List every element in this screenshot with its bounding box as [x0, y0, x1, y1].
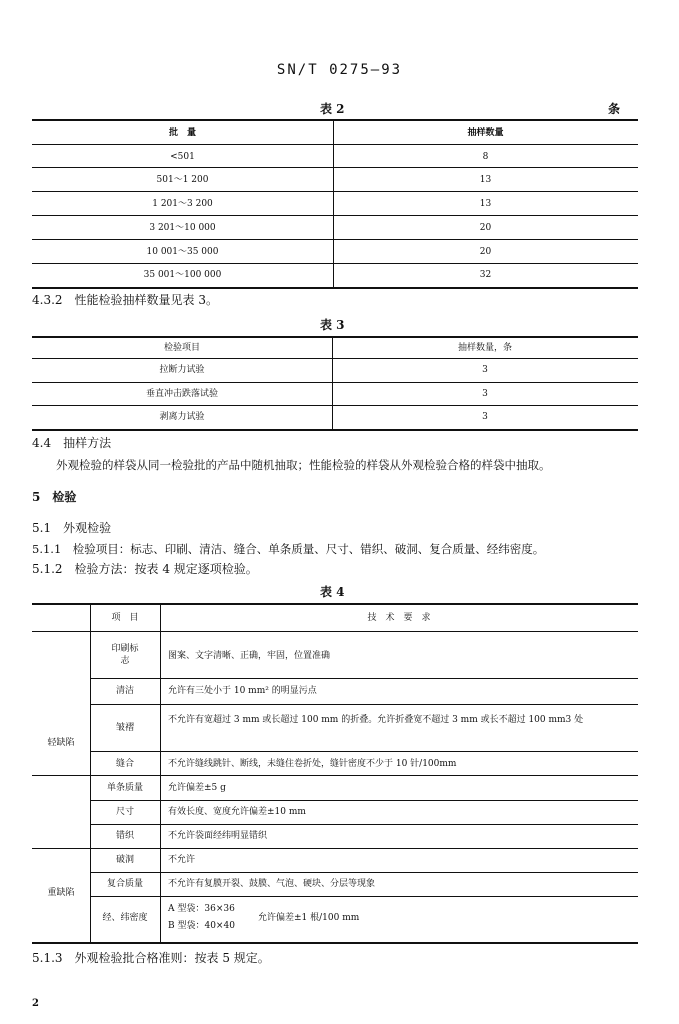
- table-row: 拉断力试验: [159, 365, 205, 375]
- table4-divider-group: [90, 604, 91, 943]
- sec-5-1-3: 5.1.3 外观检验批合格准则：按表 5 规定。: [32, 951, 270, 965]
- table-cell: 图案、文字清晰、正确，牢固，位置准确: [168, 651, 331, 661]
- table2-header-rule: [32, 144, 638, 145]
- table3-top-rule: [32, 336, 638, 338]
- para-4-3-2: 4.3.2 性能检验抽样数量见表 3。: [32, 293, 218, 307]
- table4-caption: 表 4: [320, 585, 345, 599]
- page-number: 2: [32, 998, 39, 1009]
- row-rule: [90, 704, 638, 705]
- table2-header-batch: 批 量: [168, 128, 196, 138]
- table3-header-rule: [32, 358, 638, 359]
- table-cell: 不允许缝线跳针、断线，未缝住卷折处，缝针密度不少于 10 针/100mm: [168, 759, 457, 769]
- table-cell: 有效长度、宽度允许偏差±10 mm: [168, 807, 306, 817]
- table-cell: 20: [479, 247, 492, 257]
- table-cell: 13: [479, 199, 492, 209]
- row-rule: [32, 215, 638, 216]
- row-rule: [90, 824, 638, 825]
- table-cell: 8: [482, 152, 489, 162]
- table-cell: 不允许袋面经纬明显错织: [168, 831, 268, 841]
- group-minor-defect: 轻缺陷: [47, 738, 75, 748]
- doc-number: SN/T 0275—93: [276, 62, 403, 78]
- table2-bottom-rule: [32, 287, 638, 289]
- table3-header-sample: 抽样数量，条: [457, 343, 512, 353]
- row-rule: [90, 751, 638, 752]
- row-rule: [32, 167, 638, 168]
- group-rule: [32, 848, 638, 849]
- table-cell: 20: [479, 223, 492, 233]
- table-cell: 32: [479, 270, 492, 280]
- table3-caption: 表 3: [320, 318, 345, 332]
- table2-unit: 条: [608, 102, 621, 116]
- table4-bottom-rule: [32, 942, 638, 944]
- table-cell: 不允许: [168, 855, 196, 865]
- table2-header-sample: 抽样数量: [467, 128, 504, 138]
- sec-5-1-1: 5.1.1 检验项目：标志、印刷、清洁、缝合、单条质量、尺寸、错织、破洞、复合质量、经纬密度。: [32, 542, 545, 556]
- table-row: 35 001～100 000: [143, 270, 222, 280]
- row-rule: [90, 800, 638, 801]
- table4-top-rule: [32, 603, 638, 605]
- table-cell: 不允许有复膜开裂、鼓膜、气泡、硬块、分层等现象: [168, 879, 376, 889]
- table4-divider-item: [160, 604, 161, 943]
- table4-header-req: 技 术 要 求: [367, 613, 431, 623]
- table-row: 经、纬密度: [102, 913, 148, 923]
- table-row: 错织: [115, 831, 134, 841]
- table-row: 复合质量: [106, 879, 143, 889]
- table-row: 缝合: [115, 759, 134, 769]
- table-row: 皱褶: [115, 723, 134, 733]
- table-row: 剥离力试验: [159, 412, 205, 422]
- row-rule: [32, 382, 638, 383]
- table-cell: 3: [482, 389, 488, 399]
- table-row: 尺寸: [115, 807, 134, 817]
- row-rule: [32, 775, 638, 776]
- row-rule: [32, 263, 638, 264]
- table-cell: 允许偏差±1 根/100 mm: [258, 913, 360, 923]
- table-cell: 不允许有宽超过 3 mm 或长超过 100 mm 的折叠。允许折叠宽不超过 3 mm 或长不超过 100 mm3 处: [168, 715, 584, 725]
- table-cell: 3: [482, 412, 488, 422]
- table2-top-rule: [32, 119, 638, 121]
- table-row: 10 001～35 000: [146, 247, 219, 257]
- table2-caption: 表 2: [320, 102, 345, 116]
- table-cell: B 型袋：40×40: [168, 921, 235, 931]
- row-rule: [90, 896, 638, 897]
- table-row: 破洞: [115, 855, 134, 865]
- row-rule: [90, 678, 638, 679]
- row-rule: [32, 405, 638, 406]
- table4-header-rule: [32, 631, 638, 632]
- sec-4-4-heading: 4.4 抽样方法: [32, 436, 112, 450]
- table-row: <501: [170, 152, 195, 162]
- sec-5-1-heading: 5.1 外观检验: [32, 521, 112, 535]
- row-rule: [90, 872, 638, 873]
- sec-5-1-2: 5.1.2 检验方法：按表 4 规定逐项检验。: [32, 562, 258, 576]
- table-row: 印刷标志: [111, 644, 139, 666]
- row-rule: [32, 239, 638, 240]
- table-row: 垂直冲击跌落试验: [145, 389, 218, 399]
- table-row: 1 201～3 200: [152, 199, 213, 209]
- row-rule: [32, 191, 638, 192]
- group-major-defect: 重缺陷: [47, 888, 75, 898]
- table-cell: 允许偏差±5 g: [168, 783, 226, 793]
- table-row: 3 201～10 000: [149, 223, 216, 233]
- table-row: 清洁: [115, 686, 134, 696]
- table-cell: 允许有三处小于 10 mm² 的明显污点: [168, 686, 317, 696]
- table3-bottom-rule: [32, 429, 638, 431]
- table-cell: 3: [482, 365, 488, 375]
- table-cell: 13: [479, 175, 492, 185]
- table-row: 501～1 200: [156, 175, 209, 185]
- table4-header-item: 项 目: [111, 613, 139, 623]
- table-row: 单条质量: [106, 783, 143, 793]
- sec-4-4-body: 外观检验的样袋从同一检验批的产品中随机抽取；性能检验的样袋从外观检验合格的样袋中抽取。: [56, 458, 551, 472]
- sec-5-heading: 5 检验: [32, 490, 77, 504]
- table-cell: A 型袋：36×36: [168, 904, 235, 914]
- table3-header-item: 检验项目: [163, 343, 200, 353]
